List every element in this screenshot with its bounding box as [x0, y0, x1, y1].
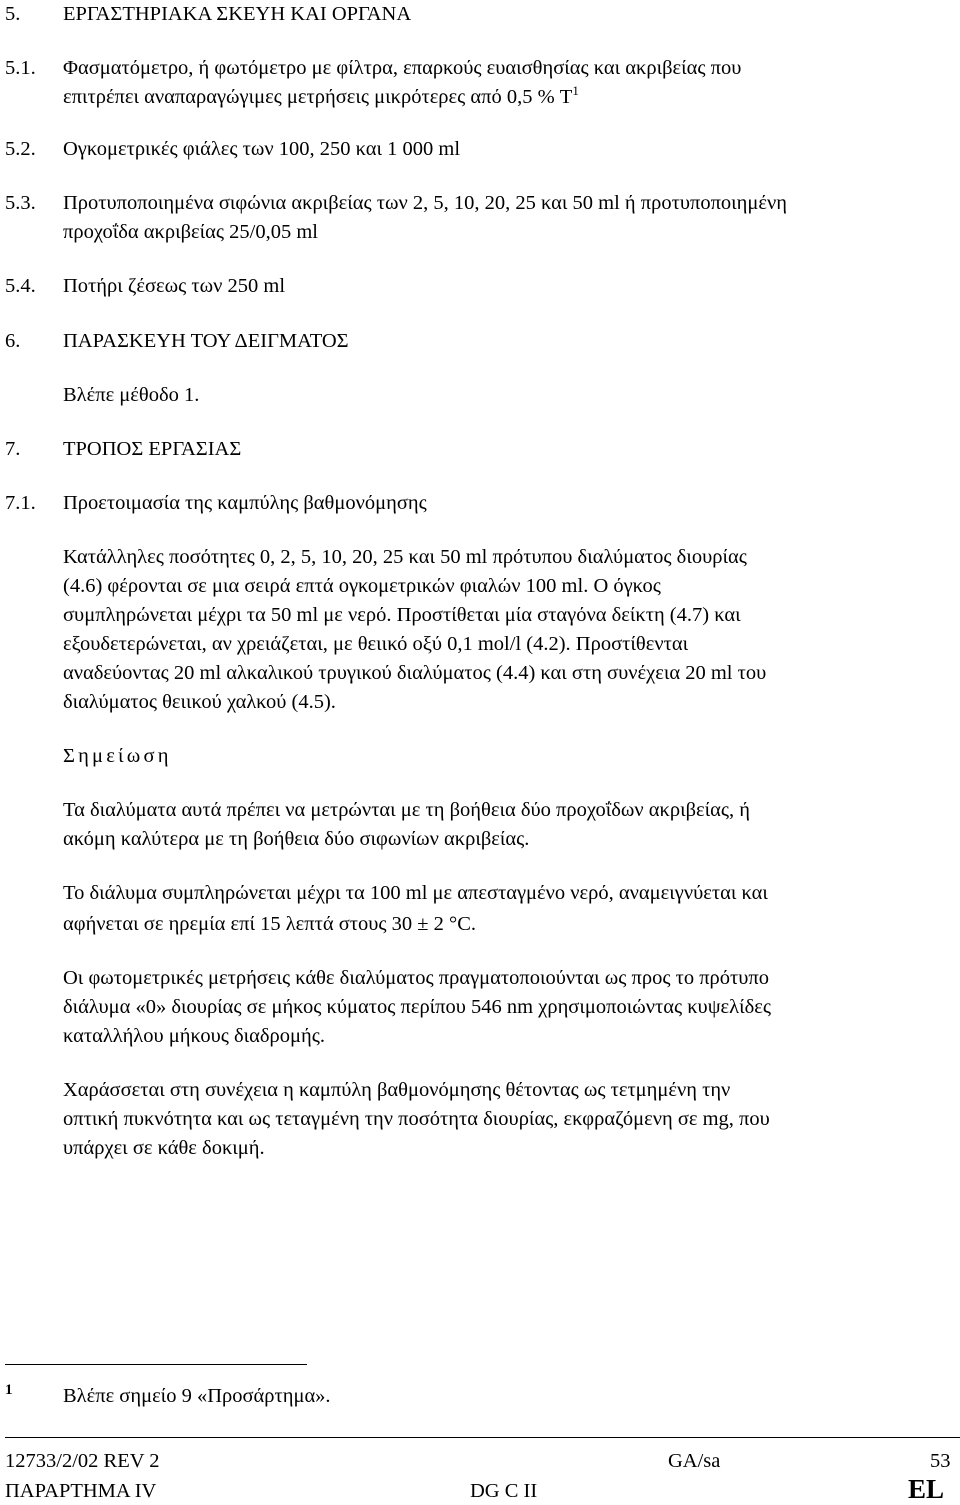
section-heading: ΕΡΓΑΣΤΗΡΙΑΚΑ ΣΚΕΥΗ ΚΑΙ ΟΡΓΑΝΑ: [63, 3, 412, 25]
directorate-label: DG C II: [470, 1480, 538, 1502]
section-text: Βλέπε μέθοδο 1.: [63, 384, 200, 406]
paragraph-line: ακόμη καλύτερα με τη βοήθεια δύο σιφωνίων ακριβείας.: [63, 828, 530, 850]
footnote-mark: 1: [5, 1382, 13, 1398]
section-text: επιτρέπει αναπαραγώγιμες μετρήσεις μικρότερες από 0,5 % T: [63, 86, 573, 108]
footer-rule: [5, 1437, 960, 1438]
paragraph-line: Κατάλληλες ποσότητες 0, 2, 5, 10, 20, 25 και 50 ml πρότυπου διαλύματος διουρίας: [63, 546, 747, 568]
section-number: 5.4.: [5, 275, 36, 297]
section-number: 7.: [5, 438, 21, 460]
section-number: 7.1.: [5, 492, 36, 514]
paragraph-line: διαλύματος θειικού χαλκού (4.5).: [63, 691, 336, 713]
paragraph-line: υπάρχει σε κάθε δοκιμή.: [63, 1137, 265, 1159]
page-number: 53: [930, 1450, 951, 1472]
footnote-separator: [5, 1364, 307, 1365]
paragraph-line: εξουδετερώνεται, αν χρειάζεται, με θειικό οξύ 0,1 mol/l (4.2). Προστίθενται: [63, 633, 689, 655]
paragraph-line: Το διάλυμα συμπληρώνεται μέχρι τα 100 ml με απεσταγμένο νερό, αναμειγνύεται και: [63, 882, 768, 904]
section-number: 6.: [5, 330, 21, 352]
section-text: Ογκομετρικές φιάλες των 100, 250 και 1 000 ml: [63, 138, 461, 160]
section-text-line: προχοΐδα ακριβείας 25/0,05 ml: [63, 221, 318, 243]
paragraph-line: Χαράσσεται στη συνέχεια η καμπύλη βαθμονόμησης θέτοντας ως τετμημένη την: [63, 1079, 731, 1101]
paragraph-line: καταλλήλου μήκους διαδρομής.: [63, 1025, 325, 1047]
footnote-reference[interactable]: 1: [572, 83, 579, 99]
section-text: Ποτήρι ζέσεως των 250 ml: [63, 275, 286, 297]
section-heading: Προετοιμασία της καμπύλης βαθμονόμησης: [63, 492, 427, 514]
author-initials: GA/sa: [668, 1450, 721, 1472]
section-number: 5.: [5, 3, 21, 25]
paragraph-line: αφήνεται σε ηρεμία επί 15 λεπτά στους 30 ± 2 °C.: [63, 913, 477, 935]
section-text-line: Προτυποποιημένα σιφώνια ακριβείας των 2, 5, 10, 20, 25 και 50 ml ή προτυποποιημένη: [63, 192, 787, 214]
footnote-text: Βλέπε σημείο 9 «Προσάρτημα».: [63, 1385, 331, 1407]
language-code: EL: [908, 1474, 945, 1504]
paragraph-line: (4.6) φέρονται σε μια σειρά επτά ογκομετρικών φιαλών 100 ml. Ο όγκος: [63, 575, 661, 597]
paragraph-line: οπτική πυκνότητα και ως τεταγμένη την ποσότητα διουρίας, εκφραζόμενη σε mg, που: [63, 1108, 770, 1130]
note-heading: Σημείωση: [63, 745, 172, 767]
paragraph-line: συμπληρώνεται μέχρι τα 50 ml με νερό. Προστίθεται μία σταγόνα δείκτη (4.7) και: [63, 604, 741, 626]
section-number: 5.1.: [5, 57, 36, 79]
paragraph-line: διάλυμα «0» διουρίας σε μήκος κύματος περίπου 546 nm χρησιμοποιώντας κυψελίδες: [63, 996, 771, 1018]
section-number: 5.3.: [5, 192, 36, 214]
section-text-line: [63, 83, 579, 108]
section-number: 5.2.: [5, 138, 36, 160]
paragraph-line: Τα διαλύματα αυτά πρέπει να μετρώνται με τη βοήθεια δύο προχοΐδων ακριβείας, ή: [63, 799, 751, 821]
annex-label: ΠΑΡΑΡΤΗΜΑ IV: [5, 1480, 157, 1502]
paragraph-line: αναδεύοντας 20 ml αλκαλικού τρυγικού διαλύματος (4.4) και στη συνέχεια 20 ml του: [63, 662, 767, 684]
paragraph-line: Οι φωτομετρικές μετρήσεις κάθε διαλύματος πραγματοποιούνται ως προς το πρότυπο: [63, 967, 770, 989]
section-heading: ΠΑΡΑΣΚΕΥΗ ΤΟΥ ΔΕΙΓΜΑΤΟΣ: [63, 330, 349, 352]
section-heading: ΤΡΟΠΟΣ ΕΡΓΑΣΙΑΣ: [63, 438, 242, 460]
section-text-line: Φασματόμετρο, ή φωτόμετρο με φίλτρα, επαρκούς ευαισθησίας και ακριβείας που: [63, 57, 742, 79]
document-reference: 12733/2/02 REV 2: [5, 1450, 160, 1472]
